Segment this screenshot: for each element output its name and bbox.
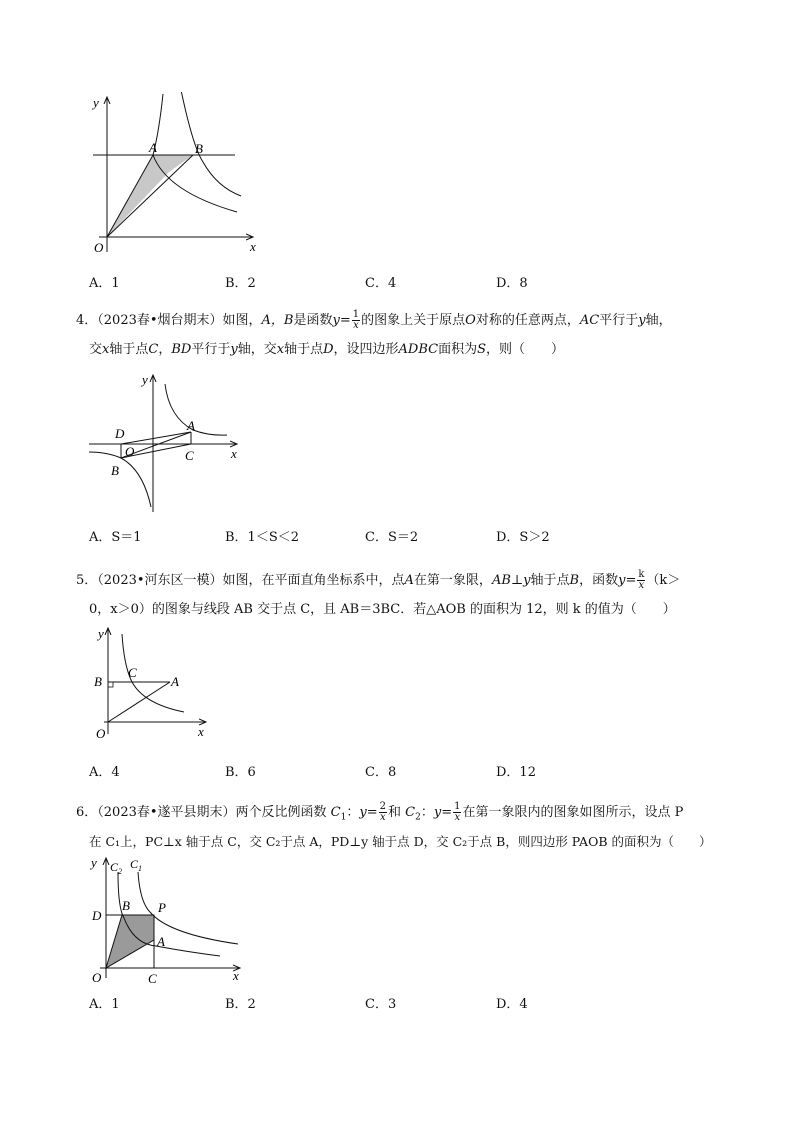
q3-label-a: A bbox=[149, 140, 157, 155]
q4-label-b: B bbox=[111, 463, 119, 478]
q6-option-b[interactable]: B．2 bbox=[225, 997, 256, 1012]
q6-option-c[interactable]: C．3 bbox=[365, 997, 397, 1012]
q4-label-y: y bbox=[142, 372, 148, 387]
q3-curve-outer bbox=[181, 92, 241, 196]
q3-label-x: x bbox=[250, 239, 256, 254]
q5-figure bbox=[88, 626, 218, 741]
q4-line-da bbox=[121, 432, 191, 444]
q4-option-b[interactable]: B．1＜S＜2 bbox=[225, 530, 300, 545]
q6-label-y: y bbox=[91, 855, 97, 870]
q5-option-a[interactable]: A．4 bbox=[89, 765, 120, 780]
q6-option-a[interactable]: A．1 bbox=[89, 997, 120, 1012]
q4-option-c[interactable]: C．S＝2 bbox=[365, 530, 419, 545]
q6-label-d: D bbox=[92, 908, 102, 923]
q6-fraction-2: $\frac{1}{x}$ bbox=[454, 801, 461, 823]
q6-option-d[interactable]: D．4 bbox=[496, 997, 528, 1012]
q5-label-x: x bbox=[198, 724, 204, 739]
q4-label-d: D bbox=[115, 426, 125, 441]
q5-label-c: C bbox=[128, 665, 137, 680]
q4-figure bbox=[85, 372, 245, 517]
q6-shaded-quad bbox=[106, 915, 154, 968]
q3-option-d[interactable]: D．8 bbox=[496, 276, 528, 291]
q6-stem-line2: 在 C₁上，PC⊥x 轴于点 C，交 C₂于点 A，PD⊥y 轴于点 D，交 C₂于点 B，则四边形 PAOB 的面积为（ ） bbox=[89, 834, 712, 849]
q3-figure bbox=[85, 92, 265, 257]
q6-fraction-1: $\frac{2}{x}$ bbox=[379, 801, 386, 823]
q5-option-b[interactable]: B．6 bbox=[225, 765, 256, 780]
q3-label-y: y bbox=[93, 95, 99, 110]
q4-stem-line1: 4．（2023春•烟台期末）如图，A，B是函数y= $\frac{1}{x}$ 的图象上关于原点O对称的任意两点，AC平行于y轴， bbox=[76, 309, 672, 331]
q6-label-b: B bbox=[122, 898, 130, 913]
q5-right-angle bbox=[108, 682, 113, 687]
q3-option-b[interactable]: B．2 bbox=[225, 276, 256, 291]
q3-label-b: B bbox=[195, 141, 203, 156]
q3-label-o: O bbox=[94, 240, 104, 255]
q6-label-c2: $C_2$ bbox=[110, 860, 123, 876]
q4-label-c: C bbox=[185, 448, 194, 463]
q6-figure bbox=[88, 852, 248, 987]
q5-label-y: y bbox=[98, 626, 104, 641]
q6-label-o: O bbox=[92, 970, 102, 985]
q5-stem-line2: 0，x＞0）的图象与线段 AB 交于点 C，且 AB＝3BC．若△AOB 的面积为 12，则 k 的值为（ ） bbox=[89, 602, 676, 617]
q5-option-c[interactable]: C．8 bbox=[365, 765, 397, 780]
q6-label-p: P bbox=[158, 900, 166, 915]
q4-fraction: $\frac{1}{x}$ bbox=[352, 309, 360, 331]
q3-option-c[interactable]: C．4 bbox=[365, 276, 397, 291]
q5-fraction: $\frac{k}{x}$ bbox=[638, 569, 645, 591]
q6-label-c: C bbox=[148, 971, 157, 986]
q4-stem-line2: 交x轴于点C，BD平行于y轴，交x轴于点D，设四边形ADBC面积为S，则（ ） bbox=[89, 342, 565, 357]
q5-label-o: O bbox=[96, 726, 106, 741]
q5-label-b: B bbox=[94, 674, 102, 689]
q4-label-o: O bbox=[125, 444, 135, 459]
q4-label-a: A bbox=[187, 418, 195, 433]
q4-curve-q1 bbox=[165, 384, 227, 435]
q6-stem-line1: 6．（2023春•遂平县期末）两个反比例函数 $C_1$：y= $\frac{2}{x}$ 和 $C_2$：y= $\frac{1}{x}$ 在第一象限内的图象如图所示，设点 P bbox=[76, 801, 684, 823]
q4-option-d[interactable]: D．S＞2 bbox=[496, 530, 550, 545]
q5-stem-line1: 5．（2023•河东区一模）如图，在平面直角坐标系中，点A在第一象限，AB⊥y轴于点B，函数y= $\frac{k}{x}$ （k＞ bbox=[76, 569, 681, 591]
q4-curve-q3 bbox=[89, 452, 151, 507]
q6-label-a: A bbox=[157, 934, 165, 949]
q3-option-a[interactable]: A．1 bbox=[89, 276, 120, 291]
q6-label-x: x bbox=[233, 968, 239, 983]
q5-label-a: A bbox=[171, 674, 179, 689]
q4-label-x: x bbox=[231, 446, 237, 461]
q5-line-oa bbox=[108, 682, 170, 722]
q6-label-c1: $C_1$ bbox=[130, 857, 143, 873]
q5-option-d[interactable]: D．12 bbox=[496, 765, 536, 780]
q4-option-a[interactable]: A．S＝1 bbox=[89, 530, 142, 545]
